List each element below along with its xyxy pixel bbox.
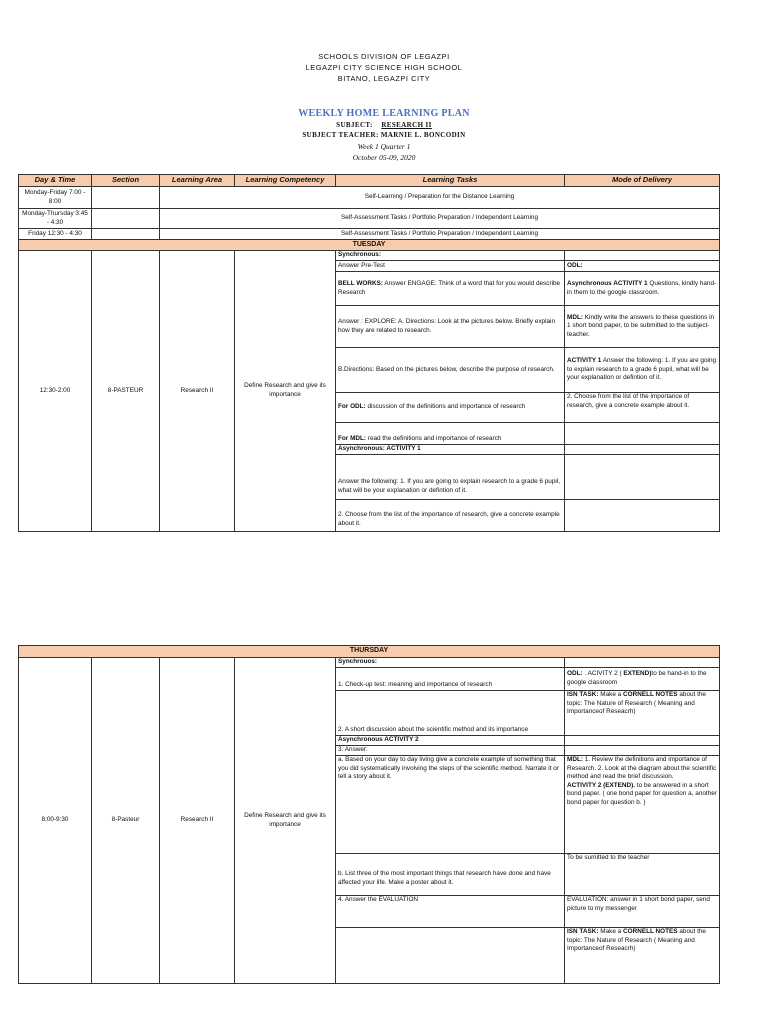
mode-cell — [565, 348, 720, 393]
day-band-tuesday: TUESDAY — [19, 240, 720, 251]
mode-bold: Asynchronous ACTIVITY 1 — [567, 279, 648, 287]
thursday-section: 8-Pasteur — [92, 658, 160, 984]
task-bold: For ODL: — [338, 403, 366, 411]
task-cell — [336, 348, 565, 393]
task-text: read the definitions and importance of research — [366, 435, 502, 443]
task-cell: Asynchronous ACTIVITY 2 — [336, 736, 565, 746]
row-activity: Self-Assessment Tasks / Portfolio Preparation / Independent Learning — [160, 209, 720, 229]
mode-cell — [565, 306, 720, 348]
mode-cell — [565, 736, 720, 746]
mode-bold: MDL: — [567, 313, 583, 321]
row-section — [92, 229, 160, 240]
mode-bold-activity: ACTIVITY 2 (EXTEND). — [567, 781, 636, 789]
day-band-row — [19, 240, 720, 251]
mode-bold-cornell: CORNELL NOTES — [623, 691, 678, 698]
task-text: B.Directions: Based on the pictures below, describe the purpose of research. — [338, 365, 555, 373]
task-bold: Synchronous: — [338, 251, 381, 259]
mode-cell — [565, 261, 720, 272]
mode-text: Make a — [598, 691, 623, 698]
col-header-section: Section — [92, 175, 160, 187]
mode-text: to be answered in a short bond paper. ( one bond paper for question a, another bond paper for question b. ) — [567, 781, 717, 806]
mode-text: Make a — [598, 928, 623, 935]
table-row — [19, 187, 720, 209]
plan-table-week — [18, 174, 720, 532]
task-cell — [336, 928, 565, 984]
row-activity: Self-Learning / Preparation for the Distance Learning — [160, 187, 720, 209]
col-header-learning-competency: Learning Competency — [235, 175, 336, 187]
row-time: Monday-Friday 7:00 - 8:00 — [19, 187, 92, 209]
task-cell: Synchrouos: — [336, 658, 565, 668]
task-text: Answer Pre-Test — [338, 261, 385, 269]
subject-line — [0, 121, 768, 129]
plan-title: WEEKLY HOME LEARNING PLAN — [298, 108, 470, 119]
table-row — [19, 229, 720, 240]
table-row — [19, 658, 720, 668]
task-cell: 2. A short discussion about the scientific method and its importance — [336, 691, 565, 736]
task-bold: Asynchronous: ACTIVITY 1 — [338, 445, 421, 453]
subject-teacher: SUBJECT TEACHER: MARNIE L. BONCODIN — [302, 131, 466, 139]
task-cell — [336, 423, 565, 445]
table-header-row — [19, 175, 720, 187]
school-name: LEGAZPI CITY SCIENCE HIGH SCHOOL — [305, 63, 463, 72]
task-cell: b. List three of the most important things that research have done and have affected your life. Make a poster about it. — [336, 854, 565, 896]
date-range: October 05-09, 2020 — [352, 153, 416, 162]
col-header-learning-area: Learning Area — [160, 175, 235, 187]
task-cell: 4. Answer the EVALUATION — [336, 896, 565, 928]
thursday-competency: Define Research and give its importance — [235, 658, 336, 984]
mode-cell — [565, 756, 720, 854]
table-row — [19, 209, 720, 229]
school-address: BITANO, LEGAZPI CITY — [337, 74, 431, 83]
mode-bold-extend: EXTEND) — [623, 670, 652, 678]
mode-cell — [565, 928, 720, 984]
mode-text: Kindly write the answers to these questions in 1 short bond paper, to be submitted to the subject-teacher. — [567, 313, 715, 338]
task-text: 2. Choose from the list of the importance of research, give a concrete example about it. — [338, 510, 560, 527]
task-cell — [336, 445, 565, 455]
task-text: discussion of the definitions and importance of research — [365, 403, 526, 411]
task-cell — [336, 393, 565, 423]
thursday-time: 8:00-9:30 — [19, 658, 92, 984]
school-division: SCHOOLS DIVISION OF LEGAZPI — [318, 52, 450, 61]
col-header-day-time: Day & Time — [19, 175, 92, 187]
row-section — [92, 209, 160, 229]
row-section — [92, 187, 160, 209]
task-cell — [336, 272, 565, 306]
mode-text: Answer the following: 1. If you are going to explain research to a grade 6 pupil, what will be your explanation or defintion of it. — [567, 357, 717, 382]
tuesday-competency: Define Research and give its importance — [235, 251, 336, 532]
mode-bold: ODL: — [567, 670, 583, 678]
row-time: Monday-Thursday 3:45 - 4:30 — [19, 209, 92, 229]
mode-bold: ISN TASK: — [567, 691, 599, 698]
mode-cell — [565, 500, 720, 532]
task-cell — [336, 500, 565, 532]
mode-text: . ACIVITY 2 ( — [582, 670, 624, 678]
day-band-row — [19, 646, 720, 658]
day-band-thursday: THURSDAY — [19, 646, 720, 658]
mode-cell — [565, 423, 720, 445]
subject-value: RESEARCH II — [381, 121, 432, 129]
mode-cell — [565, 691, 720, 736]
subject-label: SUBJECT: — [336, 121, 373, 129]
task-bold: BELL WORKS: — [338, 279, 383, 287]
table-row — [19, 251, 720, 261]
mode-bold: ODL: — [567, 261, 583, 269]
task-cell — [336, 455, 565, 500]
mode-text: to be hand-in to the google classroom — [567, 670, 707, 686]
task-cell — [336, 306, 565, 348]
col-header-mode-of-delivery: Mode of Delivery — [565, 175, 720, 187]
mode-text: about the topic: The Nature of Research ( Meaning and Importanceof Reseacrh) — [567, 928, 706, 953]
col-header-learning-tasks: Learning Tasks — [336, 175, 565, 187]
mode-cell — [565, 668, 720, 691]
task-cell — [336, 261, 565, 272]
thursday-learning-area: Research II — [160, 658, 235, 984]
task-cell — [336, 251, 565, 261]
task-text: Answer : EXPLORE: A. Directions: Look at the pictures below. Briefly explain how they are related to research. — [338, 317, 556, 334]
mode-text: 1. Review the definitions and importance of Research. 2. Look at the diagram about the scientific method and read the brief discussion. — [567, 756, 717, 781]
tuesday-learning-area: Research II — [160, 251, 235, 532]
mode-text: about the topic: The Nature of Research ( Meaning and Importanceof Reseacrh) — [567, 691, 706, 716]
mode-cell: EVALUATION: answer in 1 short bond paper, send picture to my messenger — [565, 896, 720, 928]
mode-cell — [565, 658, 720, 668]
mode-cell — [565, 272, 720, 306]
task-cell: 3. Answer: — [336, 746, 565, 756]
task-cell: 1. Check-up test: meaning and importance of research — [336, 668, 565, 691]
mode-bold: ISN TASK: — [567, 928, 599, 935]
row-time: Friday 12:30 - 4:30 — [19, 229, 92, 240]
plan-table-thursday — [18, 645, 720, 984]
mode-cell — [565, 746, 720, 756]
mode-cell — [565, 393, 720, 423]
mode-bold-cornell: CORNELL NOTES — [623, 928, 678, 935]
task-cell: a. Based on your day to day living give a concrete example of something that you did systematically involving the steps of the scientific method. Narrate it or tell a story about it. — [336, 756, 565, 854]
mode-text: 2. Choose from the list of the importance of research, give a concrete example about it. — [567, 393, 690, 409]
mode-bold: ACTIVITY 1 — [567, 357, 602, 365]
task-bold: For MDL: — [338, 435, 367, 443]
mode-cell — [565, 251, 720, 261]
week-label: Week 1 Quarter 1 — [357, 142, 411, 151]
task-text: Answer ENGAGE: Think of a word that for you would describe Research — [338, 279, 561, 296]
task-text: Answer the following: 1. If you are going to explain research to a grade 6 pupil, what will be your explanation or defintion of it. — [338, 478, 561, 494]
mode-cell — [565, 455, 720, 500]
row-activity: Self-Assessment Tasks / Portfolio Preparation / Independent Learning — [160, 229, 720, 240]
tuesday-time: 12:30-2:00 — [19, 251, 92, 532]
mode-cell — [565, 445, 720, 455]
mode-bold: MDL: — [567, 756, 583, 763]
tuesday-section: 8-PASTEUR — [92, 251, 160, 532]
mode-text: Questions, kindly hand- in them to the google classroom. — [567, 279, 717, 296]
mode-cell: To be sumitted to the teacher — [565, 854, 720, 896]
